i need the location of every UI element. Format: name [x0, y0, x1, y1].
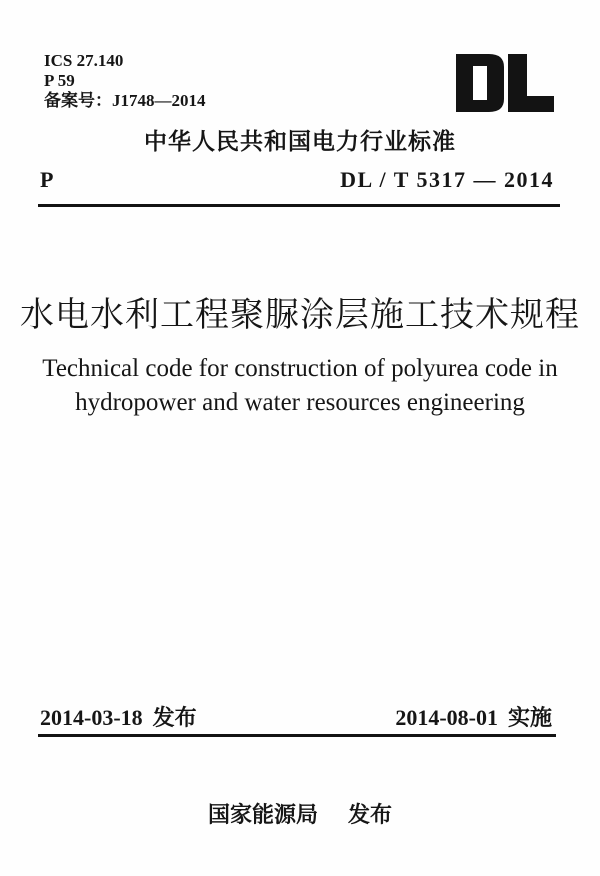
class-code: P 59	[44, 71, 75, 90]
title-english	[0, 352, 600, 420]
class-letter: P	[40, 167, 54, 192]
standard-number: DL / T 5317 — 2014	[340, 167, 554, 192]
code-row	[40, 167, 554, 193]
title-chinese: 水电水利工程聚脲涂层施工技术规程	[20, 297, 580, 334]
issue-date: 2014-03-18	[40, 705, 143, 730]
implement-date-group	[395, 701, 552, 732]
ics-number: ICS 27.140	[44, 51, 124, 70]
title-english-line2: hydropower and water resources engineering	[75, 389, 525, 416]
publisher-name: 国家能源局	[207, 802, 318, 827]
title-english-line1: Technical code for construction of polyurea code in	[42, 355, 558, 382]
dates-row	[40, 701, 552, 732]
header-rule	[38, 204, 560, 207]
implement-label: 实施	[507, 705, 552, 730]
issue-label: 发布	[152, 705, 197, 730]
publisher-action: 发布	[348, 802, 393, 827]
issue-date-group	[40, 701, 197, 732]
record-number: 备案号：J1748—2014	[44, 91, 206, 110]
dl-logo	[454, 54, 558, 112]
publisher-line	[0, 798, 600, 829]
footer-rule	[38, 734, 556, 737]
dl-logo-icon	[454, 54, 558, 112]
meta-block	[44, 51, 206, 111]
implement-date: 2014-08-01	[395, 705, 498, 730]
standard-type-heading: 中华人民共和国电力行业标准	[144, 128, 456, 154]
